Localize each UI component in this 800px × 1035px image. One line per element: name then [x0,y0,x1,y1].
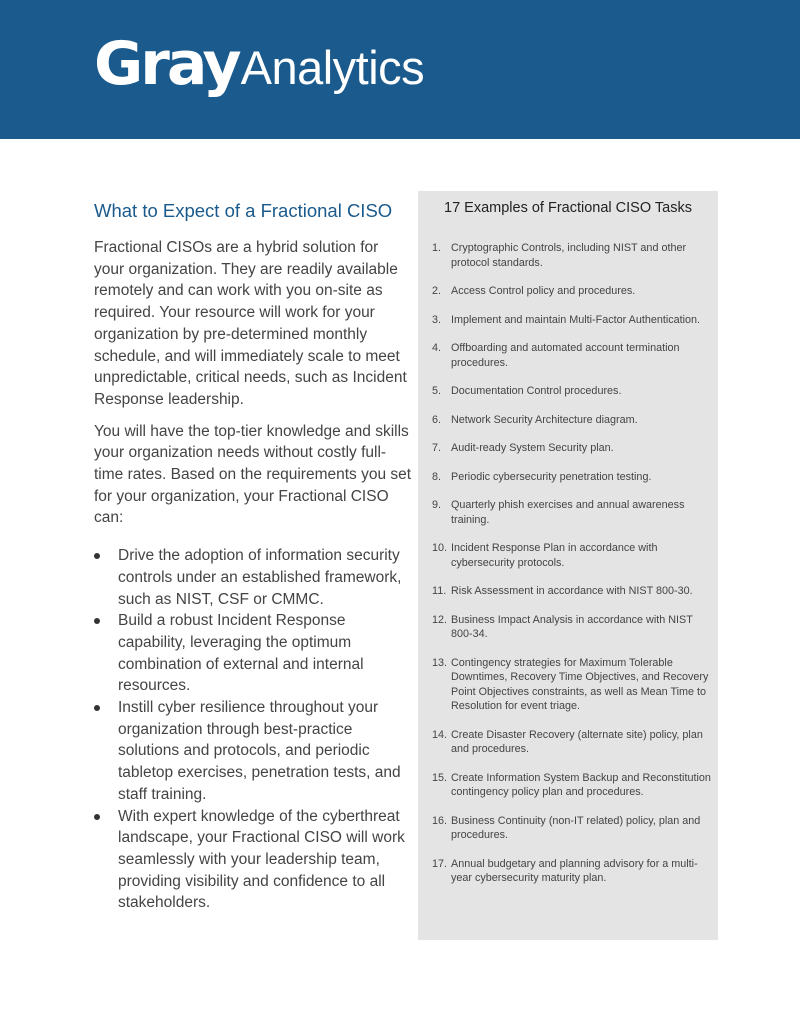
list-item-text: With expert knowledge of the cyberthreat landscape, your Fractional CISO will work seamlessly with your leadership team, providing visibility and confidence to all stakeholders. [118,807,405,912]
gray-analytics-logo [94,29,425,99]
task-text: Cryptographic Controls, including NIST and other protocol standards. [451,242,687,269]
task-item [432,613,712,642]
intro-paragraph: Fractional CISOs are a hybrid solution for your organization. They are readily available remotely and can work with you on-site as required. Your resource will work for your organization by pre-determined monthly schedule, and will immediately scale to meet unpredictable, critical needs, such as Incident Response leadership. [94,239,407,408]
task-item [432,284,712,299]
task-number: 5. [432,385,442,397]
task-text: Create Disaster Recovery (alternate site) policy, plan and procedures. [451,728,703,755]
task-text: Access Control policy and procedures. [451,285,636,297]
bullet-icon [94,705,100,711]
task-item [432,313,712,328]
list-item [94,610,412,697]
task-item [432,498,712,527]
list-item [94,806,412,915]
task-number: 9. [432,499,442,511]
task-item [432,341,712,370]
task-number: 1. [432,242,442,254]
task-number: 7. [432,442,442,454]
task-list [432,241,712,886]
list-item-text: Drive the adoption of information security controls under an established framework, such as NIST, CSF or CMMC. [118,547,402,608]
task-text: Contingency strategies for Maximum Tolerable Downtimes, Recovery Time Objectives, and Recovery Point Objectives constraints, as well as Mean Time to Resolution for event triage. [451,656,709,712]
task-number: 4. [432,342,442,354]
header-banner [0,0,800,139]
task-number: 14. [432,728,448,741]
task-text: Annual budgetary and planning advisory for a multi-year cybersecurity maturity plan. [451,857,698,884]
task-text: Business Continuity (non-IT related) policy, plan and procedures. [451,814,701,841]
task-text: Risk Assessment in accordance with NIST 800-30. [451,585,693,597]
task-number: 11. [432,585,447,597]
task-number: 13. [432,656,448,669]
task-text: Network Security Architecture diagram. [451,413,638,426]
task-text: Audit-ready System Security plan. [451,442,614,454]
list-item [94,545,412,610]
task-item [432,541,712,570]
task-item [432,771,712,800]
task-number: 17. [432,857,448,870]
task-item [432,857,712,886]
bullet-icon [94,553,100,559]
task-number: 16. [432,814,448,827]
task-item [432,584,712,599]
task-number: 10. [432,542,448,554]
task-text: Quarterly phish exercises and annual awareness training. [451,499,685,526]
bullet-icon [94,814,100,820]
task-number: 12. [432,613,448,626]
task-item [432,241,712,270]
task-item [432,656,712,714]
task-item [432,384,712,399]
logo-sub: Analytics [240,41,425,94]
list-item-text: Instill cyber resilience throughout your organization through best-practice solutions and protocols, and periodic tabletop exercises, penetration tests, and staff training. [118,699,401,803]
task-number: 8. [432,470,442,483]
list-item-text: Build a robust Incident Response capability, leveraging the optimum combination of external and internal resources. [118,612,364,695]
task-text: Documentation Control procedures. [451,385,622,397]
task-number: 15. [432,771,448,784]
main-content [94,200,412,914]
section-heading: What to Expect of a Fractional CISO [94,200,393,221]
logo-brand: Gray [94,29,239,99]
task-item [432,413,712,428]
task-number: 6. [432,413,442,426]
task-text: Create Information System Backup and Reconstitution contingency policy plan and procedures. [451,771,711,798]
task-text: Business Impact Analysis in accordance with NIST 800-34. [451,613,693,640]
task-item [432,814,712,843]
capabilities-paragraph: You will have the top-tier knowledge and skills your organization needs without costly full-time rates. Based on the requirements you set for your organization, your Fractional CISO can: [94,422,412,527]
capabilities-list [94,545,412,914]
task-text: Incident Response Plan in accordance with cybersecurity protocols. [451,542,658,569]
task-text: Implement and maintain Multi-Factor Authentication. [451,313,701,326]
sidebar-title: 17 Examples of Fractional CISO Tasks [444,200,692,216]
task-number: 3. [432,313,442,326]
task-number: 2. [432,285,442,297]
task-item [432,441,712,456]
task-item [432,728,712,757]
list-item [94,697,412,806]
task-text: Periodic cybersecurity penetration testing. [451,470,652,483]
task-item [432,470,712,485]
task-text: Offboarding and automated account termination procedures. [451,342,680,369]
tasks-sidebar [418,191,718,940]
bullet-icon [94,618,100,624]
